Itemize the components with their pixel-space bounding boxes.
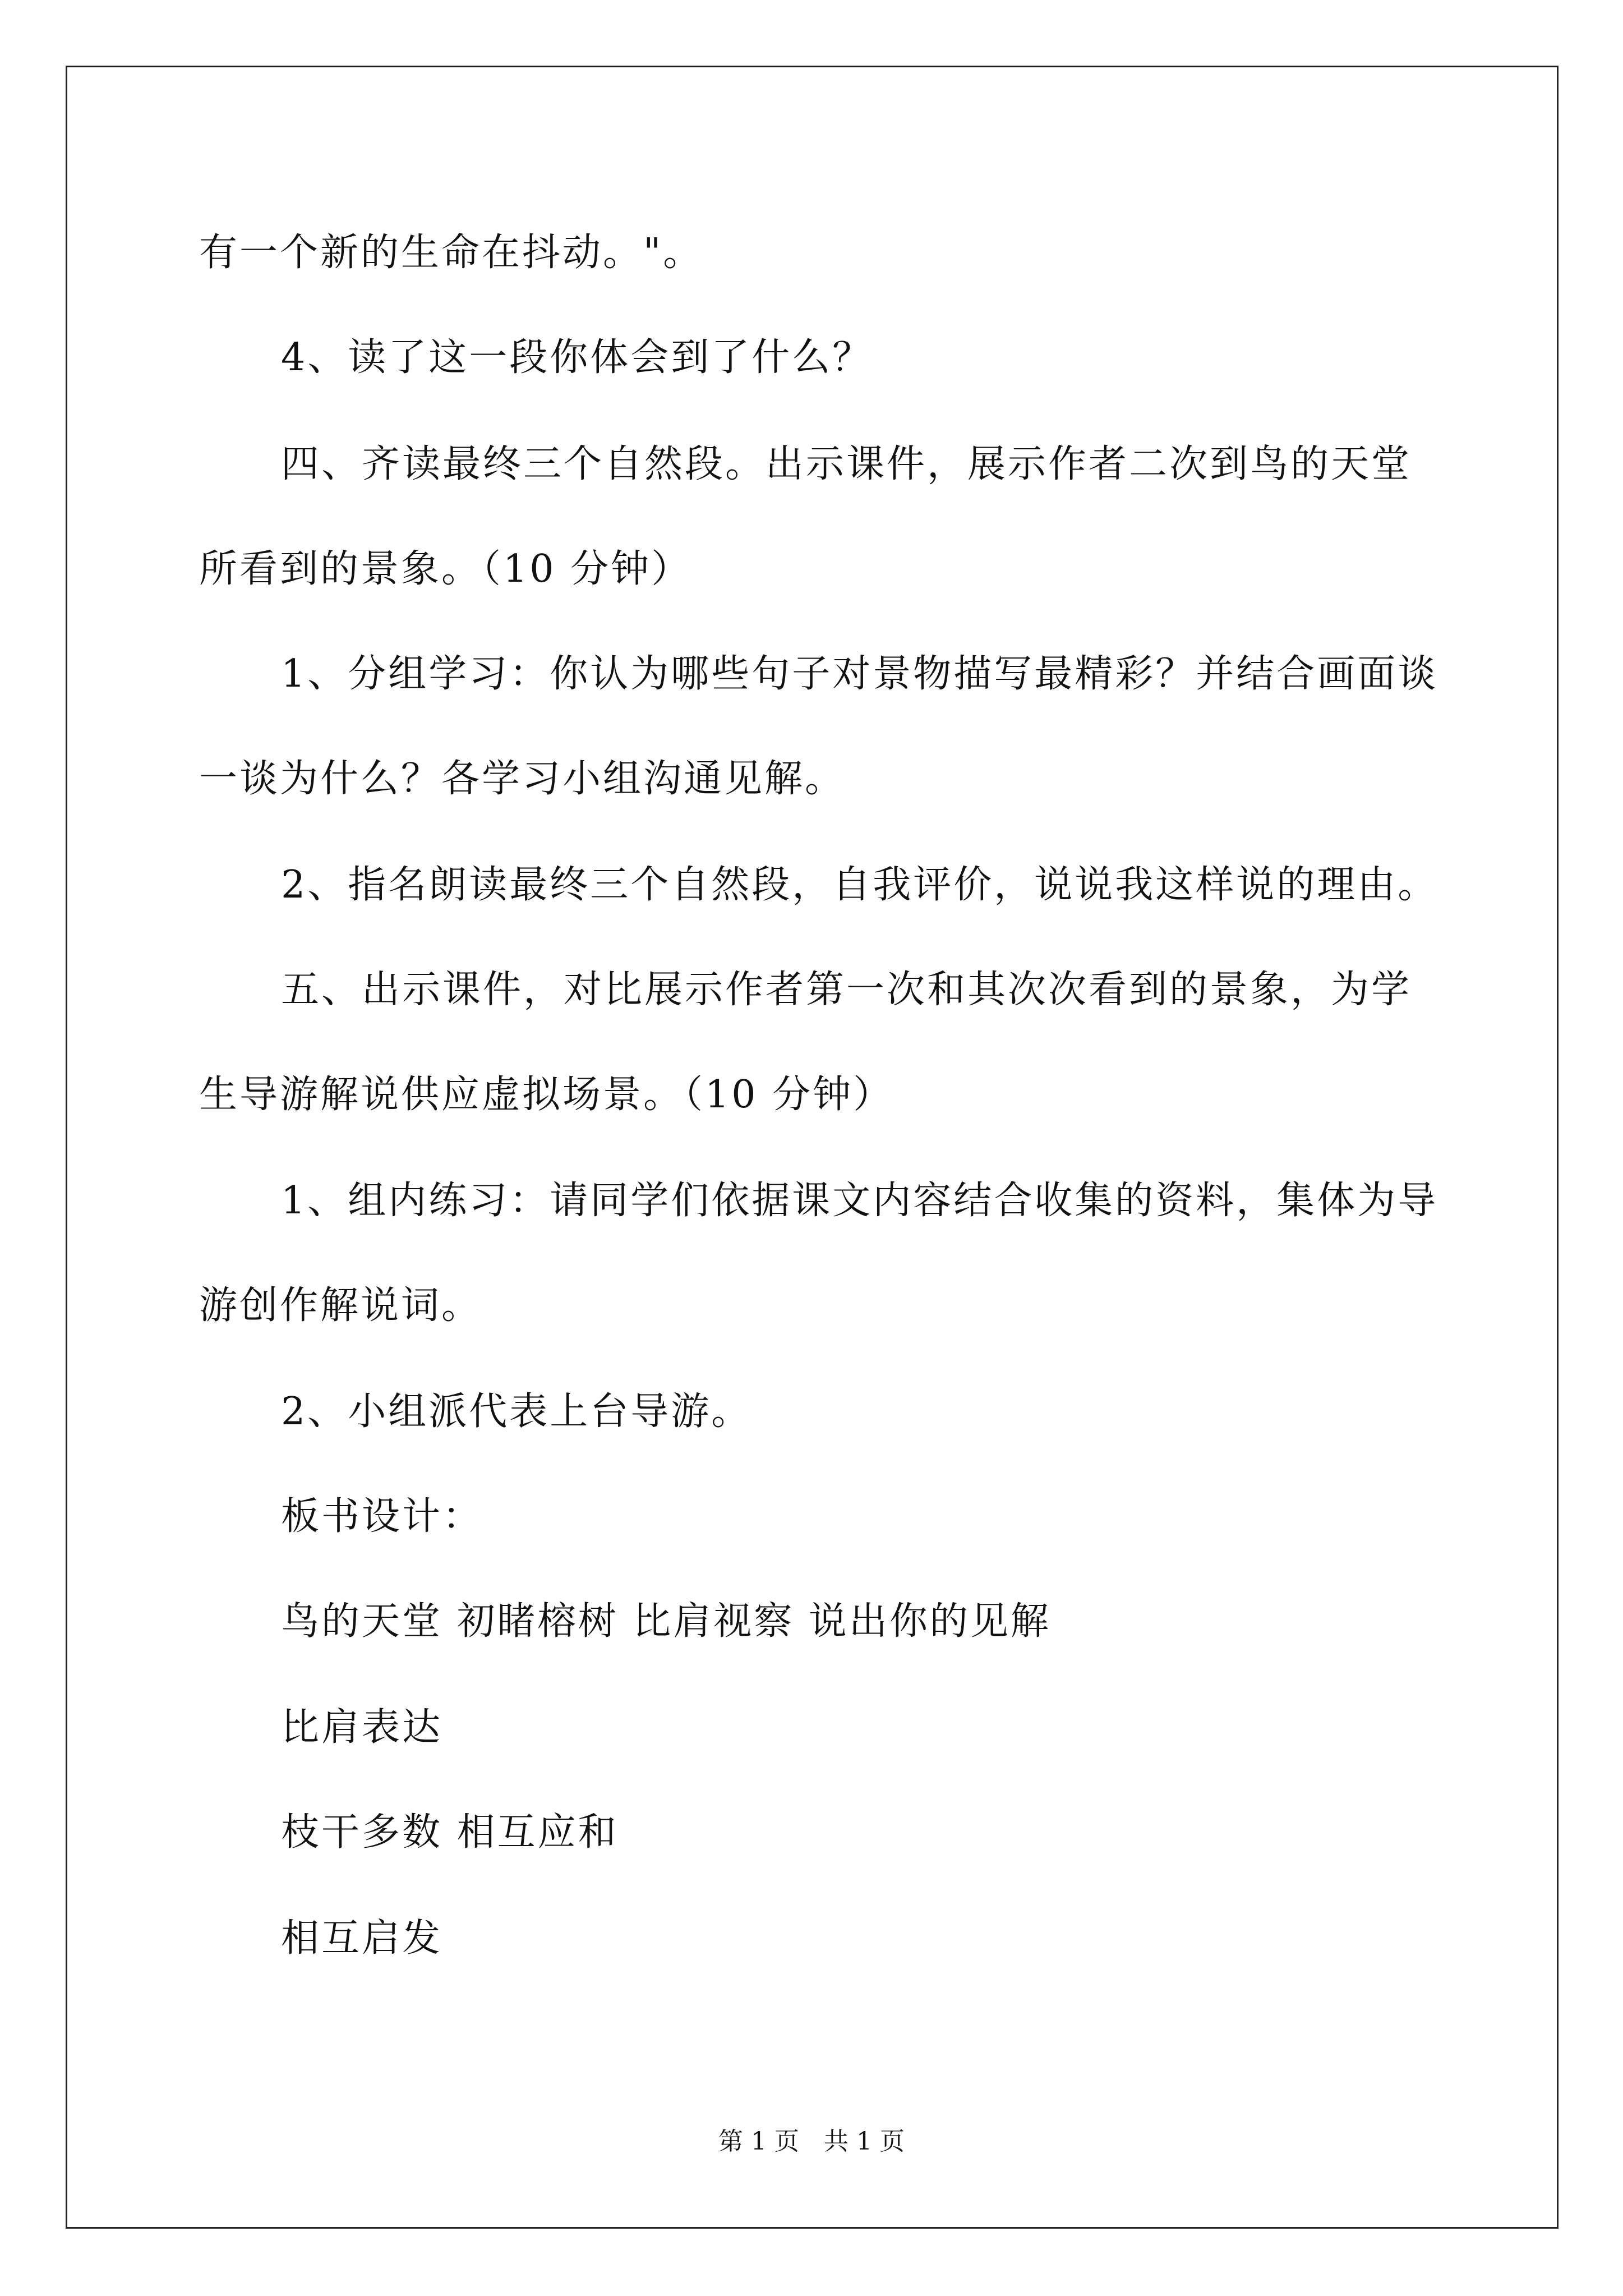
text-line: 生导游解说供应虚拟场景。（10 分钟）: [199, 1073, 894, 1117]
page-border: [66, 66, 1559, 2229]
text-line: 4、读了这一段你体会到了什么？: [281, 335, 873, 380]
text-line: 1、分组学习：你认为哪些句子对景物描写最精彩？并结合画面谈: [281, 652, 1438, 696]
text-line: 一谈为什么？各学习小组沟通见解。: [199, 757, 846, 801]
text-line: 四、齐读最终三个自然段。出示课件，展示作者二次到鸟的天堂: [281, 442, 1412, 486]
text-line: 相互启发: [281, 1916, 443, 1961]
text-line: 所看到的景象。（10 分钟）: [199, 547, 692, 591]
text-line: 板书设计：: [281, 1494, 483, 1539]
text-line: 2、小组派代表上台导游。: [281, 1389, 752, 1434]
text-line: 1、组内练习：请同学们依据课文内容结合收集的资料，集体为导: [281, 1179, 1438, 1223]
page-footer: [0, 2126, 1623, 2157]
text-line: 2、指名朗读最终三个自然段，自我评价，说说我这样说的理由。: [281, 863, 1438, 907]
text-line: 五、出示课件，对比展示作者第一次和其次次看到的景象，为学: [281, 968, 1412, 1012]
text-line: 鸟的天堂 初睹榕树 比肩视察 说出你的见解: [281, 1599, 1051, 1644]
text-line: 有一个新的生命在抖动。"。: [199, 231, 704, 275]
page-number: 第 1 页: [718, 2127, 799, 2156]
text-line: 游创作解说词。: [199, 1283, 482, 1328]
page-total: 共 1 页: [824, 2127, 905, 2156]
text-line: 枝干多数 相互应和: [281, 1810, 619, 1855]
text-line: 比肩表达: [281, 1705, 443, 1750]
